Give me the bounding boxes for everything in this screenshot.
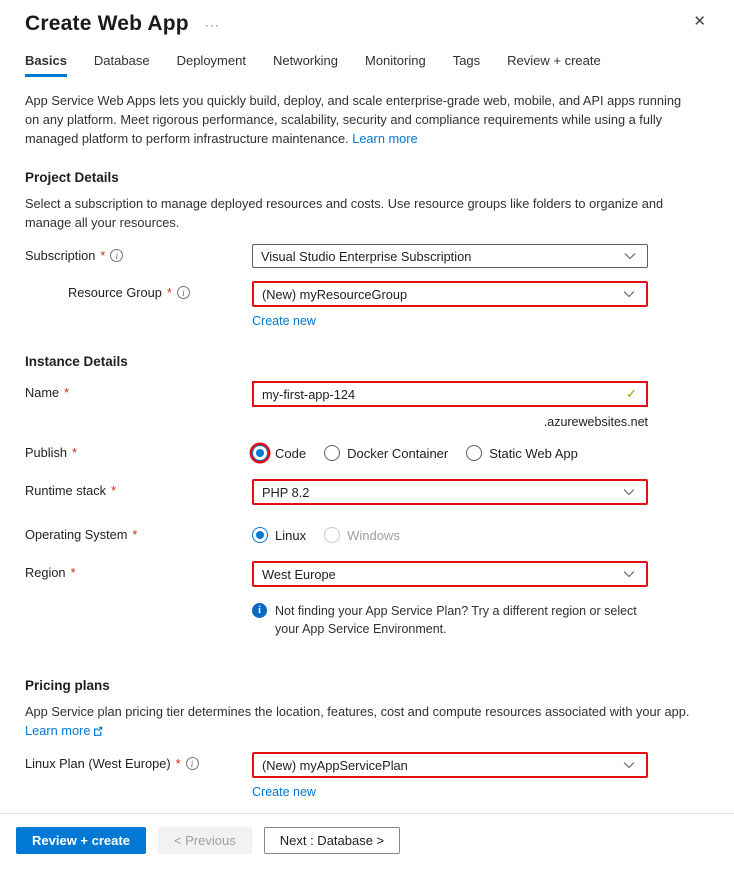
previous-button[interactable]: < Previous — [158, 827, 252, 854]
info-icon[interactable]: i — [110, 249, 123, 262]
ellipsis-icon: ··· — [204, 18, 220, 32]
region-note-row — [25, 587, 709, 638]
external-link-icon — [93, 726, 103, 736]
tab-review-create[interactable]: Review + create — [507, 53, 601, 68]
linux-plan-row — [25, 752, 709, 799]
required-asterisk: * — [100, 248, 106, 263]
radio-icon — [324, 445, 340, 461]
chevron-down-icon — [623, 570, 635, 578]
os-option-linux[interactable]: Linux — [252, 527, 306, 543]
linux-plan-label: Linux Plan (West Europe) * i — [25, 752, 252, 771]
publish-option-code[interactable]: Code — [252, 445, 306, 461]
tab-monitoring[interactable]: Monitoring — [364, 53, 426, 68]
required-asterisk: * — [71, 445, 77, 460]
subscription-dropdown[interactable] — [252, 244, 648, 268]
pricing-plans-heading: Pricing plans — [25, 678, 110, 693]
region-label: Region * — [25, 565, 76, 580]
radio-selected-icon — [252, 445, 268, 461]
radio-icon — [466, 445, 482, 461]
chevron-down-icon — [624, 252, 636, 260]
review-create-button[interactable]: Review + create — [16, 827, 146, 854]
operating-system-row — [25, 523, 709, 543]
close-button[interactable] — [693, 14, 706, 29]
resource-group-label: Resource Group * i — [25, 281, 252, 300]
page-title: Create Web App — [25, 12, 189, 35]
chevron-down-icon — [623, 290, 635, 298]
more-options-button[interactable] — [205, 18, 220, 32]
close-icon: ✕ — [693, 13, 706, 30]
runtime-stack-row — [25, 479, 709, 505]
intro-text — [25, 91, 697, 148]
linux-plan-create-new-link[interactable]: Create new — [252, 785, 316, 799]
region-note-text: Not finding your App Service Plan? Try a different region or select your App Service Environment. — [275, 604, 637, 636]
linux-plan-dropdown[interactable] — [252, 752, 648, 778]
tab-networking[interactable]: Networking — [272, 53, 338, 68]
project-details-heading: Project Details — [25, 170, 119, 185]
info-badge-icon: i — [252, 603, 267, 618]
chevron-down-icon — [623, 488, 635, 496]
name-input[interactable] — [252, 381, 648, 407]
tab-tags[interactable]: Tags — [452, 53, 481, 68]
tab-basics[interactable]: Basics — [25, 53, 67, 77]
region-dropdown[interactable] — [252, 561, 648, 587]
wizard-tabs — [25, 53, 709, 77]
radio-disabled-icon — [324, 527, 340, 543]
region-info-note — [252, 602, 648, 638]
required-asterisk: * — [132, 527, 138, 542]
required-asterisk: * — [111, 483, 117, 498]
wizard-footer — [0, 813, 734, 869]
chevron-down-icon — [623, 761, 635, 769]
project-details-description: Select a subscription to manage deployed resources and costs. Use resource groups like folders to organize and manage all your resources. — [25, 196, 664, 230]
resource-group-dropdown[interactable] — [252, 281, 648, 307]
intro-body: App Service Web Apps lets you quickly build, deploy, and scale enterprise-grade web, mobile, and API apps running on any platform. Meet rigorous performance, scalability, security and compliance requirements while using a fully managed platform to perform infrastructure maintenance. — [25, 93, 682, 146]
required-asterisk: * — [64, 385, 70, 400]
name-row — [25, 381, 709, 429]
valid-check-icon: ✓ — [626, 386, 637, 401]
info-icon[interactable]: i — [177, 286, 190, 299]
resource-group-row — [25, 281, 709, 328]
operating-system-label: Operating System * — [25, 527, 138, 542]
os-option-windows: Windows — [324, 527, 400, 543]
linux-plan-value: (New) myAppServicePlan — [262, 757, 408, 773]
domain-suffix: .azurewebsites.net — [543, 415, 648, 429]
runtime-stack-label: Runtime stack * — [25, 483, 117, 498]
publish-row — [25, 441, 709, 461]
blade-header — [25, 12, 709, 36]
publish-radio-group — [252, 441, 648, 461]
subscription-row — [25, 244, 709, 268]
info-icon[interactable]: i — [186, 757, 199, 770]
region-value: West Europe — [262, 566, 336, 582]
name-label: Name * — [25, 385, 70, 400]
resource-group-value: (New) myResourceGroup — [262, 286, 408, 302]
instance-details-heading: Instance Details — [25, 354, 128, 369]
tab-deployment[interactable]: Deployment — [176, 53, 246, 68]
region-row — [25, 561, 709, 587]
tab-database[interactable]: Database — [93, 53, 150, 68]
subscription-label: Subscription * i — [25, 244, 252, 263]
resource-group-create-new-link[interactable]: Create new — [252, 314, 316, 328]
name-value: my-first-app-124 — [262, 386, 356, 402]
pricing-plans-description: App Service plan pricing tier determines the location, features, cost and compute resources associated with your app. Learn more — [25, 704, 690, 738]
publish-label: Publish * — [25, 445, 77, 460]
radio-selected-icon — [252, 527, 268, 543]
required-asterisk: * — [166, 285, 172, 300]
publish-option-docker-container[interactable]: Docker Container — [324, 445, 448, 461]
subscription-value: Visual Studio Enterprise Subscription — [261, 248, 472, 264]
runtime-stack-dropdown[interactable] — [252, 479, 648, 505]
intro-learn-more-link[interactable]: Learn more — [352, 131, 418, 146]
publish-option-static-web-app[interactable]: Static Web App — [466, 445, 578, 461]
pricing-learn-more-link[interactable]: Learn more — [25, 723, 103, 738]
next-database-button[interactable]: Next : Database > — [264, 827, 400, 854]
runtime-stack-value: PHP 8.2 — [262, 484, 310, 500]
required-asterisk: * — [70, 565, 76, 580]
required-asterisk: * — [175, 756, 181, 771]
os-radio-group — [252, 523, 648, 543]
